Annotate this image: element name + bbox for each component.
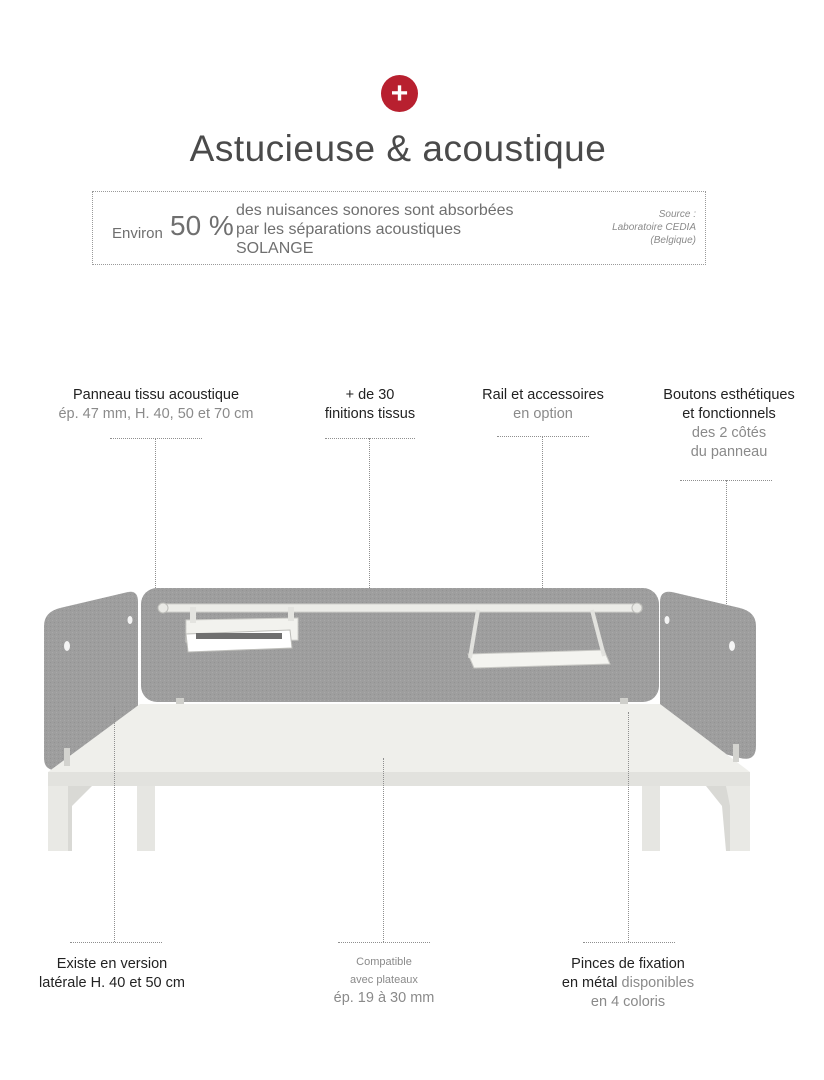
page-title: Astucieuse & acoustique bbox=[189, 128, 607, 169]
callout-line-finishes bbox=[369, 438, 370, 598]
caption-buttons-line3: des 2 côtés bbox=[691, 425, 767, 441]
caption-clamps-line3: en 4 coloris bbox=[590, 994, 666, 1010]
desk-edge bbox=[48, 772, 750, 786]
caption-compat-line3: ép. 19 à 30 mm bbox=[333, 990, 435, 1006]
stat-line-1: des nuisances sonores sont absorbées bbox=[236, 202, 514, 219]
rail-end-cap bbox=[632, 603, 642, 613]
caption-lateral bbox=[14, 955, 210, 993]
caption-finishes-line2: finitions tissus bbox=[324, 406, 416, 422]
caption-compat bbox=[312, 953, 456, 1008]
caption-compat-line1: Compatible bbox=[356, 956, 412, 968]
callout-line-lateral bbox=[114, 706, 115, 942]
panel-button bbox=[64, 641, 70, 651]
caption-panel-title: Panneau tissu acoustique bbox=[72, 387, 240, 403]
caption-clamps-line1: Pinces de fixation bbox=[571, 956, 685, 972]
caption-clamps-line2-light: disponibles bbox=[621, 975, 695, 991]
caption-buttons-line1: Boutons esthétiques bbox=[663, 387, 795, 403]
rail-end-cap bbox=[158, 603, 168, 613]
callout-underline-finishes bbox=[325, 438, 415, 439]
panel-button bbox=[665, 616, 670, 624]
stat-value: 50 % bbox=[170, 210, 234, 241]
caption-rail bbox=[462, 386, 624, 424]
metal-clamp bbox=[733, 744, 739, 762]
source-country: (Belgique) bbox=[650, 235, 696, 246]
stat-line-2: par les séparations acoustiques bbox=[236, 221, 462, 238]
accessory-rail bbox=[160, 604, 642, 612]
caption-rail-detail: en option bbox=[513, 406, 573, 422]
callout-line-clamps bbox=[628, 712, 629, 942]
caption-panel-detail: ép. 47 mm, H. 40, 50 et 70 cm bbox=[58, 406, 254, 422]
product-illustration bbox=[0, 580, 824, 870]
metal-clamp bbox=[64, 748, 70, 766]
panel-button bbox=[729, 641, 735, 651]
source-label: Source : bbox=[658, 209, 696, 220]
caption-lateral-line2: latérale H. 40 et 50 cm bbox=[39, 975, 185, 991]
callout-underline-rail bbox=[497, 436, 589, 437]
caption-buttons-line2: et fonctionnels bbox=[682, 406, 776, 422]
desk-leg-front bbox=[48, 786, 92, 851]
source-lab: Laboratoire CEDIA bbox=[612, 222, 696, 233]
caption-buttons-line4: du panneau bbox=[690, 444, 768, 460]
caption-clamps bbox=[528, 955, 728, 1012]
caption-rail-title: Rail et accessoires bbox=[482, 387, 604, 403]
source-note bbox=[582, 208, 696, 247]
stat-description bbox=[236, 201, 576, 258]
caption-finishes bbox=[300, 386, 440, 424]
callout-line-compat bbox=[383, 758, 384, 942]
stat-line-3: SOLANGE bbox=[236, 240, 314, 257]
stat-prefix: Environ bbox=[112, 225, 163, 242]
desk-leg-front bbox=[706, 786, 750, 851]
caption-panel bbox=[46, 386, 266, 424]
caption-compat-line2: avec plateaux bbox=[350, 974, 418, 986]
caption-finishes-line1: + de 30 bbox=[345, 387, 395, 403]
callout-underline-panel bbox=[110, 438, 202, 439]
callout-underline-compat bbox=[338, 942, 430, 943]
caption-clamps-line2-strong: en métal bbox=[561, 975, 618, 991]
caption-buttons bbox=[646, 386, 812, 462]
desk-leg bbox=[642, 785, 660, 851]
desk-leg bbox=[137, 785, 155, 851]
callout-underline-lateral bbox=[70, 942, 162, 943]
callout-underline-clamps bbox=[583, 942, 675, 943]
panel-button bbox=[128, 616, 133, 624]
caption-lateral-line1: Existe en version bbox=[56, 956, 168, 972]
plus-icon: + bbox=[381, 75, 418, 112]
desk-top bbox=[48, 704, 750, 772]
